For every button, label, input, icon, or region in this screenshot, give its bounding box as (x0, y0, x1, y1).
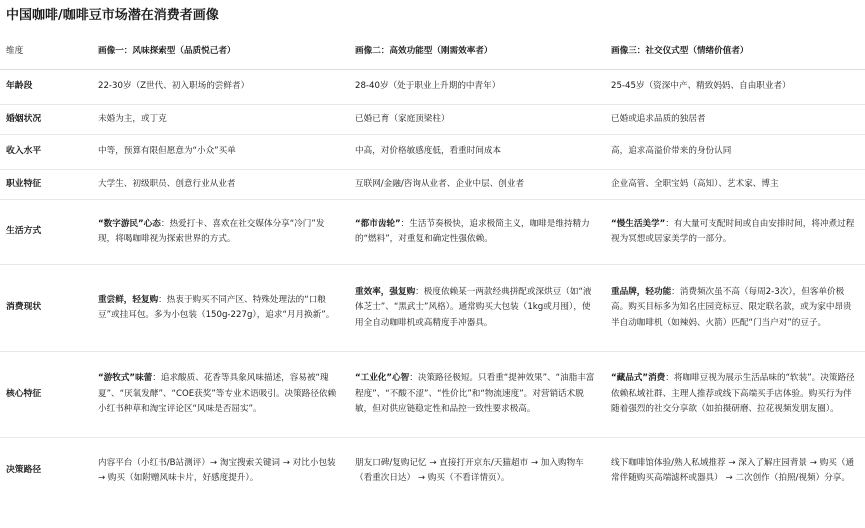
table-cell: 高，追求高溢价带来的身份认同 (605, 135, 865, 170)
table-cell: 已婚已育（家庭顶梁柱） (349, 105, 605, 135)
table-row-lifestyle (0, 200, 865, 265)
table-row-age (0, 70, 865, 105)
table-row-marital-status (0, 105, 865, 135)
table-cell: 重品牌，轻功能：消费频次虽不高（每周2-3次），但客单价极高。购买目标多为知名庄园竞标豆、限定联名款，或为家中昂贵半自动咖啡机（如辣妈、火箭）匹配“门当户对”的豆子。 (605, 265, 865, 352)
table-cell: 中高，对价格敏感度低，看重时间成本 (349, 135, 605, 170)
table-cell: 已婚或追求品质的独居者 (605, 105, 865, 135)
table-cell: “游牧式”味蕾：追求酸质、花香等具象风味描述，容易被“瑰夏”、“厌氧发酵”、“COE获奖”等专业术语吸引。决策路径依赖小红书种草和淘宝评论区“风味是否屈实”。 (92, 352, 349, 438)
row-label: 生活方式 (0, 200, 92, 265)
row-label: 职业特征 (0, 170, 92, 200)
row-label: 年龄段 (0, 70, 92, 105)
table-header-row (0, 35, 865, 70)
column-header-dimension: 维度 (0, 35, 92, 70)
table-cell: 大学生、初级职员、创意行业从业者 (92, 170, 349, 200)
column-header-persona-1: 画像一：风味探索型（品质悦己者） (92, 35, 349, 70)
table-cell: 25-45岁（资深中产、精致妈妈、自由职业者） (605, 70, 865, 105)
table-cell: “都市齿轮”：生活节奏极快，追求极简主义，咖啡是维持精力的“燃料”，对重复和确定性强依赖。 (349, 200, 605, 265)
table-cell: “数字游民”心态：热爱打卡、喜欢在社交媒体分享“冷门”发现，将喝咖啡视为探索世界的方式。 (92, 200, 349, 265)
row-label: 核心特征 (0, 352, 92, 438)
table-cell: 28-40岁（处于职业上升期的中青年） (349, 70, 605, 105)
table-cell: 内容平台（小红书/B站测评）→ 淘宝搜索关键词 → 对比小包装 → 购买（如附赠风味卡片，好感度提升）。 (98, 457, 336, 483)
table-cell: 朋友口碑/复购记忆 → 直接打开京东/天猫超市 → 加入购物车（看重次日达） → 购买（不看详情页）。 (355, 457, 584, 483)
table-row-income (0, 135, 865, 170)
table-cell: “工业化”心智：决策路径极短。只看重“提神效果”、“油脂丰富程度”、“不酸不涩”、“性价比”和“物流速度”。对营销话术脱敏，但对供应链稳定性和品控一致性要求极高。 (349, 352, 605, 438)
table-cell: 未婚为主，或丁克 (92, 105, 349, 135)
row-label: 婚姻状况 (0, 105, 92, 135)
table-row-decision-path (0, 438, 865, 505)
table-row-core-traits (0, 352, 865, 438)
page-title: 中国咖啡/咖啡豆市场潜在消费者画像 (6, 8, 219, 23)
table-cell: “藏品式”消费：将咖啡豆视为展示生活品味的“软装”。决策路径依赖私域社群、主理人推荐或线下高端买手店体验。购买行为伴随着强烈的社交分享欲（如拍摄研磨、拉花视频发朋友圈）。 (605, 352, 865, 438)
table-cell: 重尝鲜，轻复购：热衷于购买不同产区、特殊处理法的“口粮豆”或挂耳包。多为小包装（150g-227g），追求“月月换新”。 (92, 265, 349, 352)
table-row-consumption (0, 265, 865, 352)
table-cell: 重效率，强复购：极度依赖某一两款经典拼配或深烘豆（如“液体芝士”、“黑武士”风格）。通常购买大包装（1kg或月囤），使用全自动咖啡机或高精度手冲器具。 (349, 265, 605, 352)
table-cell: 企业高管、全职宝妈（高知）、艺术家、博主 (605, 170, 865, 200)
row-label: 收入水平 (0, 135, 92, 170)
table-cell: 22-30岁（Z世代、初入职场的尝鲜者） (92, 70, 349, 105)
column-header-persona-2: 画像二：高效功能型（刚需效率者） (349, 35, 605, 70)
table-row-occupation (0, 170, 865, 200)
persona-table (0, 35, 865, 504)
table-cell: 互联网/金融/咨询从业者、企业中层、创业者 (349, 170, 605, 200)
table-cell: 线下咖啡馆体验/熟人私域推荐 → 深入了解庄园背景 → 购买（通常伴随购买高端滤杯或器具） → 二次创作（拍照/视频）分享。 (611, 457, 855, 483)
column-header-persona-3: 画像三：社交仪式型（情绪价值者） (605, 35, 865, 70)
row-label: 消费现状 (0, 265, 92, 352)
table-cell: 中等，预算有限但愿意为“小众”买单 (92, 135, 349, 170)
row-label: 决策路径 (6, 465, 42, 476)
table-cell: “慢生活美学”：有大量可支配时间或自由安排时间，将冲煮过程视为冥想或居家美学的一部分。 (605, 200, 865, 265)
